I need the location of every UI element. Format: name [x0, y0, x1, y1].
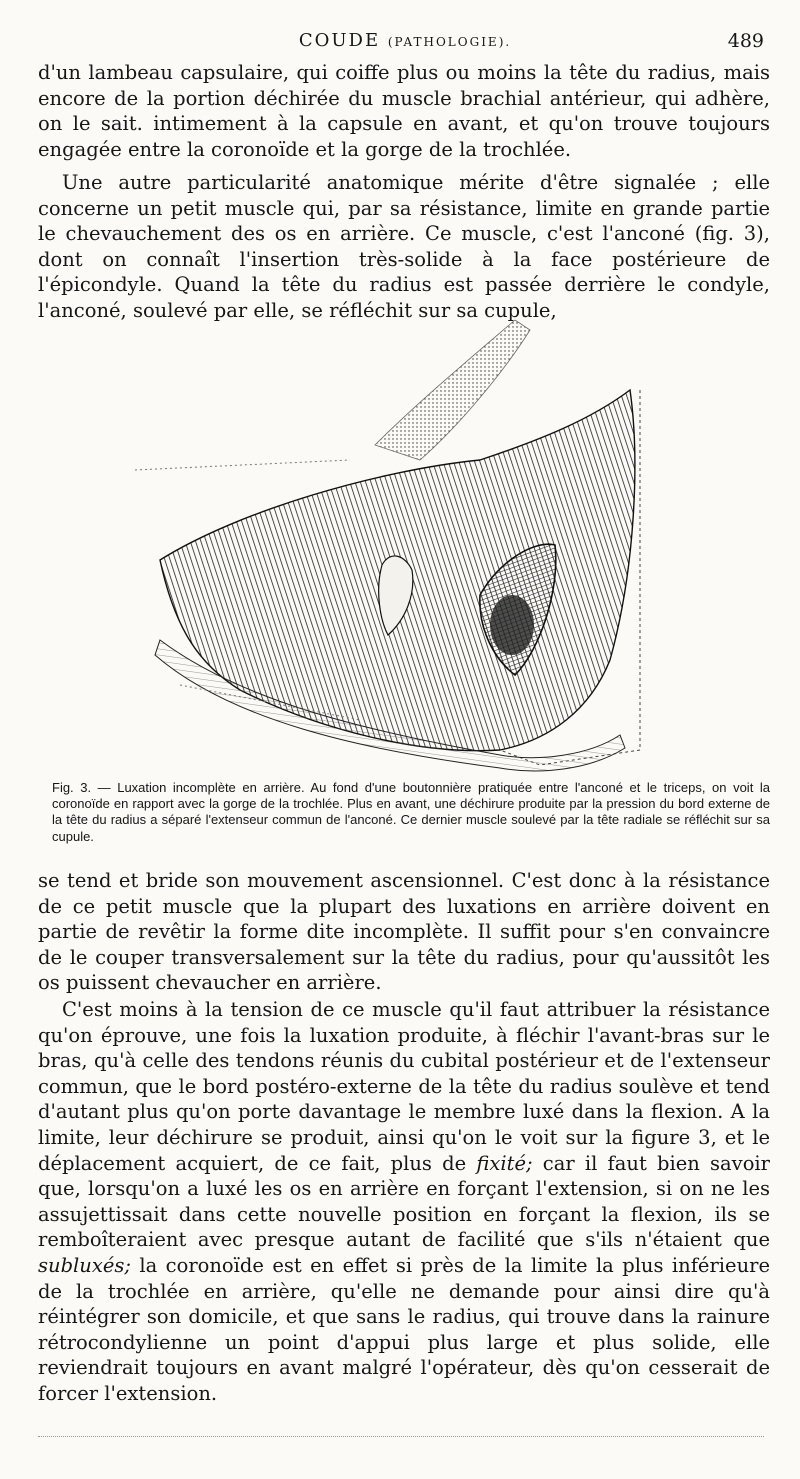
elbow-dissection-illustration — [120, 310, 680, 780]
dotted-margin — [135, 460, 350, 470]
emphasis-fixite: fixité; — [476, 1151, 533, 1175]
paragraph-3: se tend et bride son mouvement ascensionnel. C'est donc à la résistance de ce petit muscle que la plupart des luxations en arrière doivent en partie de revêtir la forme dite incomplète. Il suffit pour s'en convaincre de le couper transversalement sur la tête du radius, pour qu'aussitôt les os puissent chevaucher en arrière. — [38, 869, 770, 995]
paragraph-4 — [38, 997, 770, 1407]
figure-caption: Fig. 3. — Luxation incomplète en arrière. Au fond d'une boutonnière pratiquée entre l'anconé et le triceps, on voit la coronoïde en rapport avec la gorge de la trochlée. Plus en avant, une déchirure produite par la pression du bord externe de la tête du radius a séparé l'extenseur commun de l'anconé. Ce dernier muscle soulevé par la tête radiale se réfléchit sur sa cupule. — [52, 780, 770, 844]
paragraph-4-part-a: C'est moins à la tension de ce muscle qu'il faut attribuer la résistance qu'on éprouve, une fois la luxation produite, à fléchir l'avant-bras sur le bras, qu'à celle des tendons réunis du cubital postérieur et de l'extenseur commun, que le bord postéro-externe de la tête du radius soulève et tend d'autant plus qu'on porte davantage le membre luxé dans la flexion. A la limite, leur déchirure se produit, ainsi qu'on le voit sur la figure 3, et le déplacement acquiert, de ce fait, plus de — [38, 998, 770, 1175]
page-number: 489 — [727, 30, 764, 52]
page-header — [40, 30, 770, 54]
paragraph-1: d'un lambeau capsulaire, qui coiffe plus ou moins la tête du radius, mais encore de la portion déchirée du muscle brachial antérieur, qui adhère, on le sait. intimement à la capsule en avant, et qu'on trouve toujours engagée entre la coronoïde et la gorge de la trochlée. — [38, 61, 770, 161]
paragraph-4-part-b: car il faut bien savoir que, lorsqu'on a luxé les os en arrière en forçant l'extension, si on ne les assujettissait dans cette nouvelle position en forçant la flexion, ils se remboîteraient avec presque autant de facilité que s'ils n'étaient que — [38, 1151, 770, 1252]
coronoid-process — [490, 595, 534, 655]
upper-tendon — [375, 320, 530, 460]
paragraph-4-part-c: la coronoïde est en effet si près de la limite la plus inférieure de la trochlée en arrière, qu'elle ne demande pour ainsi dire qu'à réintégrer son domicile, et que sans le radius, qui trouve dans la rainure rétrocondylienne un point d'appui plus large et plus solide, elle reviendrait toujours en avant malgré l'opérateur, dès qu'on cesserait de forcer l'extension. — [38, 1253, 770, 1405]
figure-elbow-engraving — [120, 310, 680, 780]
running-title-main: COUDE — [298, 30, 381, 51]
running-title — [40, 30, 770, 51]
footer-dotted-rule — [38, 1436, 764, 1437]
emphasis-subluxes: subluxés; — [38, 1253, 131, 1277]
paragraph-2: Une autre particularité anatomique mérite d'être signalée ; elle concerne un petit muscle qui, par sa résistance, limite en grande partie le chevauchement des os en arrière. Ce muscle, c'est l'anconé (fig. 3), dont on connaît l'insertion très-solide à la face postérieure de l'épicondyle. Quand la tête du radius est passée derrière le condyle, l'anconé, soulevé par elle, se réfléchit sur sa cupule, — [38, 171, 770, 322]
running-title-sub: (PATHOLOGIE). — [387, 35, 512, 49]
